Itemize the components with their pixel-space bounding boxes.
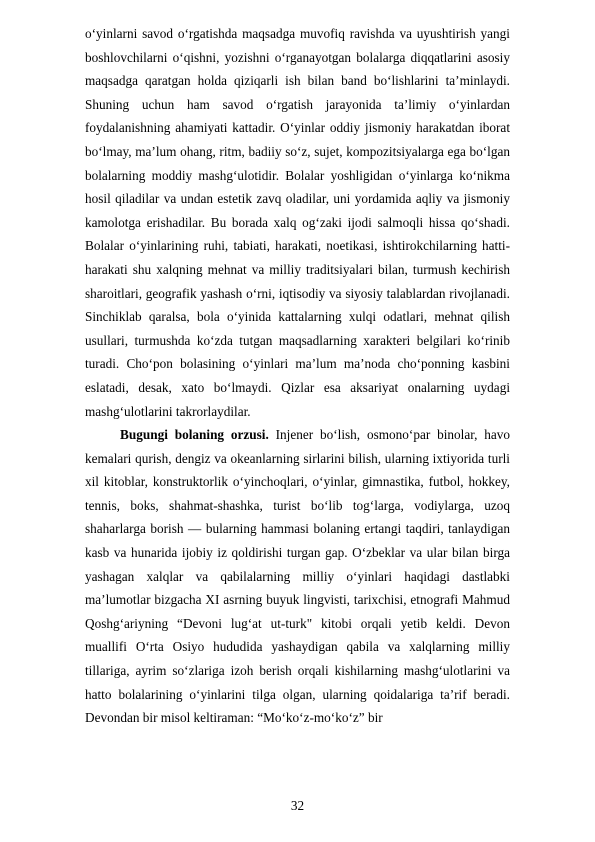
paragraph: o‘yinlarni savod o‘rgatishda maqsadga muvofiq ravishda va uyushtirish yangi boshlovchilarni o‘qishni, yozishni o‘rganayotgan bolalarga diqqatlarini asosiy maqsadga qaratgan holda qiziqarli ish bilan band bo‘lishlarini ta’minlaydi. Shuning uchun ham savod o‘rgatish jarayonida ta’limiy o‘yinlardan foydalanishning ahamiyati kattadir. O‘yinlar oddiy jismoniy harakatdan iborat bo‘lmay, ma’lum ohang, ritm, badiiy so‘z, sujet, kompozitsiyalarga ega bo‘lgan bolalarning moddiy mashg‘ulotidir. Bolalar yoshligidan o‘yinlarga ko‘nikma hosil qiladilar va undan estetik zavq oladilar, uni yordamida aqliy va jismoniy kamolotga erishadilar. Bu borada xalq og‘zaki ijodi salmoqli hissa qo‘shadi. Bolalar o‘yinlarining ruhi, tabiati, harakati, noetikasi, ishtirokchilarning hatti-harakati shu xalqning mehnat va milliy traditsiyalari bilan, turmush kechirish sharoitlari, geografik yashash o‘rni, iqtisodiy va siyosiy talablardan rivojlanadi. Sinchiklab qaralsa, bola o‘yinida kattalarning xulqi odatlari, mehnat qilish usullari, turmushda ko‘zda tutgan maqsadlarning xarakteri belgilari ko‘rinib turadi. Cho‘pon bolasining o‘yinlari ma’lum ma’noda cho‘ponning kasbini eslatadi, desak, xato bo‘lmaydi. Qizlar esa aksariyat onalarning uydagi mashg‘ulotlarini takrorlaydilar. <box>85 26 510 419</box>
document-body <box>85 22 510 730</box>
page-number: 32 <box>290 798 305 813</box>
paragraph-heading: Bugungi bolaning orzusi. <box>120 427 269 443</box>
paragraph-text: Injener bo‘lish, osmono‘par binolar, havo kemalari qurish, dengiz va okeanlarning sirlarini bilish, ularning ixtiyorida turli xil kitoblar, konstruktorlik o‘yinchoqlari, o‘yinlar, gimnastika, futbol, hokkey, tennis, boks, shahmat-shashka, turist bo‘lib tog‘larga, vodiylarga, uzoq shaharlarga borish — bularning hammasi bolaning ertangi taqdiri, tanlaydigan kasb va hunarida ijobiy iz qoldirishi turgan gap. O‘zbeklar va ular bilan birga yashagan xalqlar va qabilalarning milliy o‘yinlari haqidagi dastlabki ma’lumotlar bizgacha XI asrning buyuk lingvisti, tarixchisi, etnografi Mahmud Qoshg‘ariyning “Devoni lug‘at ut-turk" kitobi orqali yetib keldi. Devon muallifi O‘rta Osiyo hududida yashaydigan qabila va xalqlarning milliy tillariga, ayrim so‘zlariga izoh berish orqali kishilarning mashg‘ulotlarini va hatto bolalarining o‘yinlarini tilga olgan, ularning qoidalariga ta’rif beradi. Devondan bir misol keltiraman: “Mo‘ko‘z-mo‘ko‘z” bir <box>85 427 510 726</box>
paragraph <box>85 423 510 730</box>
